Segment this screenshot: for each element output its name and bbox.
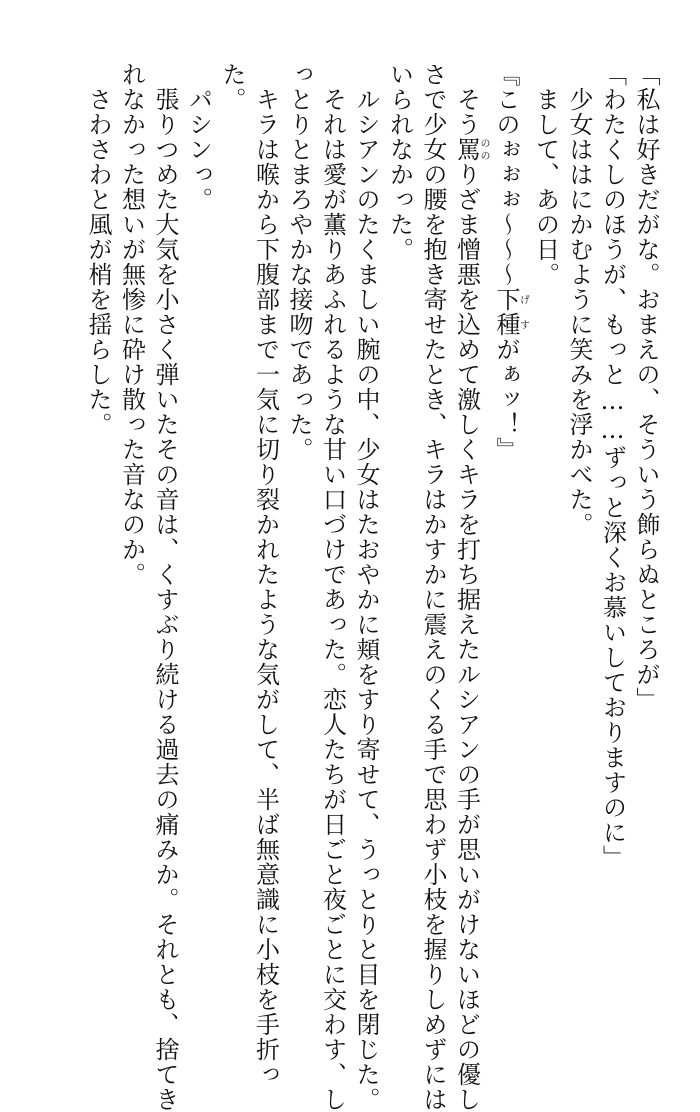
text-line-17: さわさわと風が梢を揺らした。	[84, 62, 112, 437]
vertical-text-body	[81, 62, 663, 1112]
text-line-6-end: りざま憎悪を込めて激しくキラを打ち据えたルシアンの手が思いがけないほどの優し	[452, 162, 481, 1112]
text-line-3: 少女ははにかむように笑みを浮かべた。	[565, 62, 593, 537]
text-line-11: っとりとまろやかな接吻であった。	[285, 62, 313, 462]
ruby-nonoshiri	[452, 137, 489, 162]
text-line-14: パシンっ。	[184, 62, 213, 212]
ruby-gesu-reading: げす	[517, 287, 529, 337]
text-line-2: 「わたくしのほうが、もっと……ずっと深くお慕いしておりますのに」	[598, 62, 627, 870]
text-line-5-start: 『このぉぉぉ～～～	[492, 62, 520, 287]
text-line-15: 張りつめた大気を小さく弾いたその音は、くすぶり続ける過去の痛みか。それとも、捨てき	[151, 62, 179, 1112]
ruby-gesu-base: 下種	[492, 287, 520, 337]
text-line-4: まして、あの日。	[531, 62, 560, 287]
text-line-9: ルシアンのたくましい腕の中、少女はたおやかに頬をすり寄せて、うっとりと目を閉じた。	[352, 62, 380, 1112]
text-line-5	[489, 62, 529, 962]
text-line-13: た。	[218, 62, 246, 112]
text-line-1: 「私は好きだがな。おまえの、そういう飾らぬところが」	[632, 62, 660, 712]
text-line-12: キラは喉から下腹部まで一気に切り裂かれたような気がして、半ば無意識に小枝を手折っ	[251, 62, 280, 1087]
ruby-nonoshiri-base: 罵	[452, 137, 481, 162]
text-line-16: れなかった想いが無惨に砕け散った音なのか。	[117, 62, 146, 587]
text-line-8: いられなかった。	[385, 62, 414, 262]
text-line-6-start: そう	[452, 62, 481, 137]
ruby-gesu	[492, 287, 529, 337]
text-line-10: それは愛が薫りあふれるような甘い口づけであった。恋人たちが日ごと夜ごとに交わす、し	[318, 62, 347, 1112]
text-line-5-end: がぁッ！』	[492, 337, 520, 462]
text-line-7: さで少女の腰を抱き寄せたとき、キラはかすかに震えのくる手で思わず小枝を握りしめずには	[419, 62, 447, 1112]
text-line-6	[449, 62, 489, 1112]
ruby-nonoshiri-reading: のの	[478, 137, 489, 162]
